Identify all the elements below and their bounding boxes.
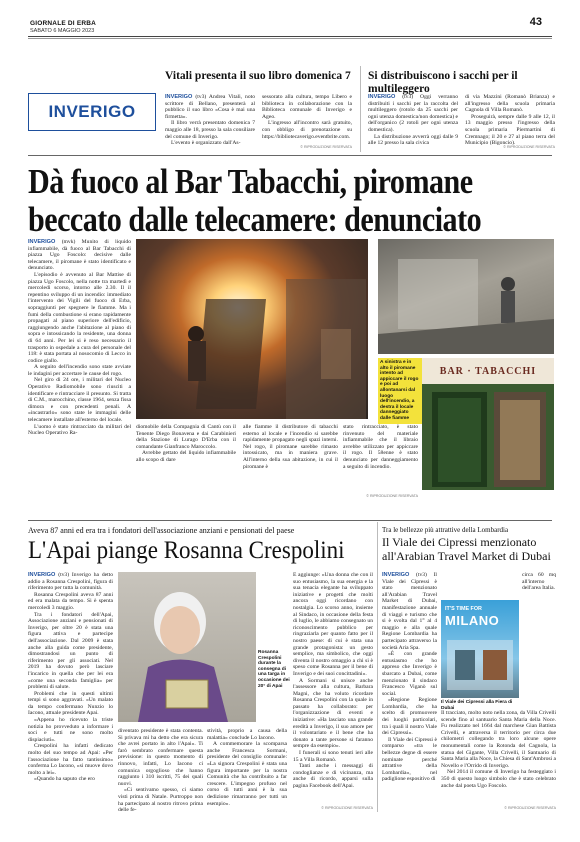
fair-booth-illustration [441, 600, 519, 698]
fire-photo [136, 239, 368, 419]
main-col-1 [28, 239, 131, 437]
paragraph: Il tracciato, molto noto nella zona, da Villa Crivelli scende fino al santuario Santa Maria della Noce. Fu realizzato nel 1664 dal marchese Gian Battista Crivelli, e attraversa il territorio per circa due chilometri collegando tra loro alcune opere monumentali come la Rotonda del Cagnola, la statua del Gigante, Villa Crivelli, il Santuario di Santa Maria alla Noce, la Chiesa di Sant'Ambrosi a Novello e l'Orrido di Inverigo. [441, 710, 556, 769]
headline-line-2: beccato dalle telecamere: denunciato [28, 200, 482, 239]
sacchi-headline: Si distribuiscono i sacchi per il multileggero [368, 70, 518, 95]
dubai-headline: Il Viale dei Cipressi menzionato all'Arabian Travel Market di Dubai [382, 535, 551, 563]
vitali-credit: © RIPRODUZIONE RISERVATA [300, 145, 352, 149]
location-kicker: INVERIGO [382, 572, 410, 578]
paragraph: A Sormani si unisce anche l'assessore alla cultura, Barbara Magni, che ha voluto ricordare Rosanna Crespolini con la quale in passato ha collaborato: per l'organizzazione di eventi e iniziative: «Ha lasciato una grande eredità a Inverigo, il suo amore per il volontariato e il bene che ha donato a tante persone si faranno sempre da esempio». [293, 677, 373, 750]
apai-col-2 [118, 728, 203, 814]
paragraph: Nel 2014 il comune di Inverigo ha festeggiato i 350 di questo luogo simbolo che è stato celebrato anche dal poeta Ugo Foscolo. [441, 769, 556, 789]
dubai-kicker: Tra le bellezze più attrattive della Lombardia [382, 526, 509, 534]
paragraph: INVERIGO (tv3) Il Viale dei Cipressi è stato menzionato all'Arabian Travel Market di Dubai, manifestazione annuale di viaggi e turismo che si è svolta dal 1° al 4 maggio e alla quale Regione Lombardia ha partecipato attraverso la società Aria Spa. [382, 572, 437, 651]
sacchi-col-1 [368, 94, 458, 147]
paragraph: INVERIGO (tv3) Inverigo ha detto addio a Rosanna Crespolini, figura di riferimento per tutta la comunità. [28, 572, 113, 592]
sacchi-col-2 [465, 94, 555, 147]
surveillance-photo [378, 239, 554, 354]
paragraph: «Ci sentivamo spesso, ci siamo visti prima di Natale. Purtroppo non ha partecipato al nostro ritrovo prima delle fe- [118, 787, 203, 814]
paragraph: «Appena ho ricevuto la triste notizia ho provveduto a informare i soci e tutti ne sono molto dispiaciuti». [28, 717, 113, 743]
paragraph: Rosanna Crespolini aveva 87 anni ed era malata da tempo. Si è spenta mercoledì 3 maggio. [28, 591, 113, 611]
paragraph: L'episodio è avvenuto al Bar Mattise di piazza Ugo Foscolo, nella notte tra martedì e mercoledì scorso, intorno alle 2.30. Il il repentino sviluppo di un incendio: immediato l'intervento dei Vigili del fuoco di Erba, sopraggiunti per spegnere le fiamme. Ma i fumi della combustione si erano rapidamente propagati al piano superiore dell'edificio, raggiungendo anche l'abitazione al piano di sopra e intossicando la residente, una donna di 64 anni. Per lei si è reso necessario il trasporto in ospedale a cura del personale del 118: è stata portata al nosocomio di Lecco in codice giallo. [28, 271, 131, 364]
dubai-photo-caption: Il Viale dei Cipressi alla Fiera di Dubai [441, 700, 513, 711]
apai-photo-caption: Rosanna Crespolini durante la consegna di una targa in occasione dei 20° di Apai [258, 650, 290, 689]
paragraph: diomobile della Compagnia di Cantù con il Tenente Diego Bonavena e dai Carabinieri della Stazione di Lurago D'Erba con il comandante Gianfranco Maroccolo. [136, 424, 236, 450]
main-col-2 [136, 424, 236, 464]
location-kicker: INVERIGO [368, 94, 396, 100]
paragraph: A seguito dell'incendio sono state avviate le indagini per accertare le cause del rogo. [28, 364, 131, 377]
header-rule-thin [28, 38, 552, 39]
apai-col-3 [207, 728, 287, 807]
apai-kicker: Aveva 87 anni ed era tra i fondatori dell'associazione anziani e pensionati del paese [28, 526, 295, 535]
paragraph: stato rintracciato, è stato rinvenuto del materiale infiammabile che il libraio avrebbe utilizzato per appiccare il rogo. Il 58enne è stato denunciato per danneggiamento a seguito di incendio. [343, 424, 418, 470]
column-divider [360, 66, 361, 152]
photo-caption: A sinistra e in alto il piromane intento ad appiccare il rogo e poi ad allontanarsi dal luogo dell'incendio, a destra il locale danneggiato dalle fiamme [378, 358, 422, 424]
crespolini-photo [118, 572, 256, 722]
issue-date: SABATO 6 MAGGIO 2023 [30, 28, 95, 34]
paragraph: INVERIGO (tv3) Andrea Vitali, noto scrittore di Bellano, presenterà al pubblico il suo libro «Cosa è mai una firmetta». [165, 94, 255, 120]
surveillance-illustration [378, 239, 554, 354]
paragraph: INVERIGO (tv3) Oggi verranno distribuiti i sacchi per la raccolta del multileggero (rotolo da 25 sacchi per ogni utenza domestica/non domestica) e dell'organico (2 rotoli per ogni utenza domestica). [368, 94, 458, 133]
paragraph: «È con grande entusiasmo che ho appreso che Inverigo è sbarcato a Dubai, come menzionato il sindaco Francesco Viganò sul social. [382, 651, 437, 697]
paragraph: I funerali si sono tenuti ieri alle 15 a Villa Romanò. [293, 750, 373, 763]
apai-col-4 [293, 572, 373, 790]
paragraph: Tanti anche i messaggi di condoglianze e di vicinanza, ma anche di ricordo, apparsi sulla pagina Facebook dell'Apai. [293, 763, 373, 789]
apai-credit: © RIPRODUZIONE RISERVATA [321, 806, 373, 810]
paragraph: Tra i fondatori dell'Apai, Associazione anziani e pensionati di Inverigo, per oltre 20 è stata una figura attiva e partecipe dell'associazione. Dal 2009 è stata anche alla guida come presidente, dimostrandosi un punto di riferimento per gli associati. Nel 2019 ha dovuto però lasciare l'incarico in quella che per lei era «come una seconda famiglia» per problemi di salute. [28, 611, 113, 691]
main-col-3 [243, 424, 338, 470]
paragraph: alle fiamme il distributore di tabacchi esterno al locale e l'incendio si sarebbe rapidamente propagato negli spazi interni. Nel rogo, il piromane sarebbe rimasto intossicato, ma in maniera grave. All'interno della sua abitazione, in cui il piromane è [243, 424, 338, 470]
paragraph: stività, proprio a causa della malattia» conclude Lo Iacono. [207, 728, 287, 741]
vitali-headline: Vitali presenta il suo libro domenica 7 [165, 70, 351, 82]
paragraph: A commemorare la scomparsa anche Francesca Sormani, presidente del consiglio comunale: «La signora Crespolini è stata una figura importante per la nostra Comunità che ha contribuito a far crescere. L'impegno profuso nel corso di tutti anni è la sua dedizione rimarranno per tutti un esempio». [207, 741, 287, 807]
portrait-illustration [118, 572, 256, 722]
dubai-col-2 [441, 710, 556, 789]
paragraph: La distribuzione avverrà oggi dalle 9 alle 12 presso la sala civica [368, 133, 458, 147]
main-headline [28, 163, 480, 239]
paragraph: Avrebbe gettato del liquido infiammabile allo scopo di dare [136, 450, 236, 463]
bar-facade-photo [422, 358, 554, 490]
page-number: 43 [529, 16, 542, 28]
paragraph: diventato presidente è stata contenta. Si privava mi ha detto che era sicura che avrei portato in alto l'Apai». Ti farò sembrato confermare questa previsione: in questo momento di rinnovo, infatti, Lo Iacono ci comunica orgoglioso che hanno raggiunto i 310 iscritti, 75 dei quali nuovi. [118, 728, 203, 787]
paragraph: circa 60 mq all'interno dell'area Italia. [522, 572, 556, 592]
paragraph: Il Viale dei Cipressi è comparso «tra le bellezze degne di essere nominate perché attrattive della Lombardia», nel padiglione espositivo di [382, 736, 437, 783]
paragraph: di via Mazzini (Romanò Brianza) e all'ingresso della scuola primaria Cagnola di Villa Romanò. [465, 94, 555, 114]
paragraph: sessorato alla cultura, tempo Libero e biblioteca in collaborazione con la Biblioteca comunale di Inverigo e Ageo. [262, 94, 352, 120]
photo-milano-text: MILANO [445, 613, 500, 628]
paragraph: INVERIGO (mvk) Munito di liquido infiammabile, dà fuoco al Bar Tabacchi di piazza Ugo Foscolo: decisive dalle telecamere, il piromane è stato identificato e denunciato. [28, 239, 131, 272]
fire-scene-illustration [136, 239, 368, 419]
dubai-fair-photo [441, 600, 519, 698]
photo-banner-text: IT'S TIME FOR [445, 606, 482, 612]
paragraph: Crespolini ha infatti dedicato molto del suo tempo ad Apai: «Per l'associazione ha fatto tantissimo» conferma Lo Iacono, «si muove dovo molto a lei». [28, 743, 113, 776]
main-col-4 [343, 424, 418, 470]
paragraph: Il libro verrà presentato domenica 7 maggio alle 18, presso la sala consiliare del comune di Inverigo. [165, 120, 255, 140]
vitali-col-1 [165, 94, 255, 147]
location-kicker: INVERIGO [28, 572, 56, 578]
apai-headline: L'Apai piange Rosanna Crespolini [28, 537, 345, 564]
paragraph: Problemi che in questi ultimi tempi si sono aggravati. «Un malato da tempo confermano Nunzio lo Iacono, attuale presidente Apai. [28, 690, 113, 717]
location-kicker: INVERIGO [165, 94, 193, 100]
dubai-col-2-top [522, 572, 556, 592]
section-rule [28, 155, 552, 156]
sacchi-credit: © RIPRODUZIONE RISERVATA [503, 145, 555, 149]
paragraph: «Quando ha saputo che ero [34, 776, 95, 783]
location-kicker: INVERIGO [28, 239, 56, 245]
headline-line-1: Dà fuoco al Bar Tabacchi, piromane [28, 162, 473, 201]
column-divider [377, 522, 378, 812]
paragraph: L'evento è organizzato dall'As- [171, 140, 241, 147]
paragraph: Nel giro di 24 ore, i militari del Nucleo Operativo Radiomobile sono riusciti a identificare e rintracciare il presunto. Si tratta di C.M., marocchino, classe 1964, senza fissa dimora e con precedenti penali. A «incastrarlo» sono state le immagini delle telecamere installate all'esterno del locale. [28, 377, 131, 424]
paragraph: Proseguirà, sempre dalle 9 alle 12, il 13 maggio presso l'ingresso della scuola primaria Piermartini di Cremnago; il 20 e 27 al piano terra del Municipio (Bigoncio). [465, 113, 555, 147]
section-label: INVERIGO [28, 93, 156, 131]
paragraph: L'ingresso all'incontro sarà gratuito, con obbligo di prenotazione su https://bibliotecaverigo.eventbrite.com. [262, 120, 352, 140]
paragraph: L'uomo è stato rintracciato da militari del Nucleo Operativo Ra- [28, 423, 131, 437]
vitali-col-2 [262, 94, 352, 140]
paragraph: «Regione Regione Lombardia, che ha scelto di promuovere dei luoghi particolari, tra i quali il nostro Viale dei Cipressi». [382, 697, 437, 737]
paragraph: E aggiunge: «Una donna che con il suo entusiasmo, la sua energia e la sua tenacia elegante ha sviluppato iniziative e progetti che molti ancora oggi ricordano con nostalgia. Lo scorso anno, insieme al Sindaco, in occasione della festa di luglio, le abbiamo consegnato un riconoscimento pubblico per ringraziarla per quanto fatto per il nostro paese: di cui è stata una grande protagonista: un gesto semplice, ma simbolico, che oggi diventa il nostro omaggio a chi si è speso come Rosanna per il bene di Inverigo e dei suoi concittadini». [293, 572, 373, 677]
newspaper-name: GIORNALE DI ERBA [30, 20, 97, 27]
bar-sign: BAR · TABACCHI [422, 358, 554, 384]
section-rule [28, 520, 552, 521]
main-credit: © RIPRODUZIONE RISERVATA [366, 494, 418, 498]
dubai-col-1 [382, 572, 437, 783]
apai-col-1 [28, 572, 113, 783]
header-rule [28, 36, 552, 37]
dubai-credit: © RIPRODUZIONE RISERVATA [504, 806, 556, 810]
facade-illustration [422, 358, 554, 490]
